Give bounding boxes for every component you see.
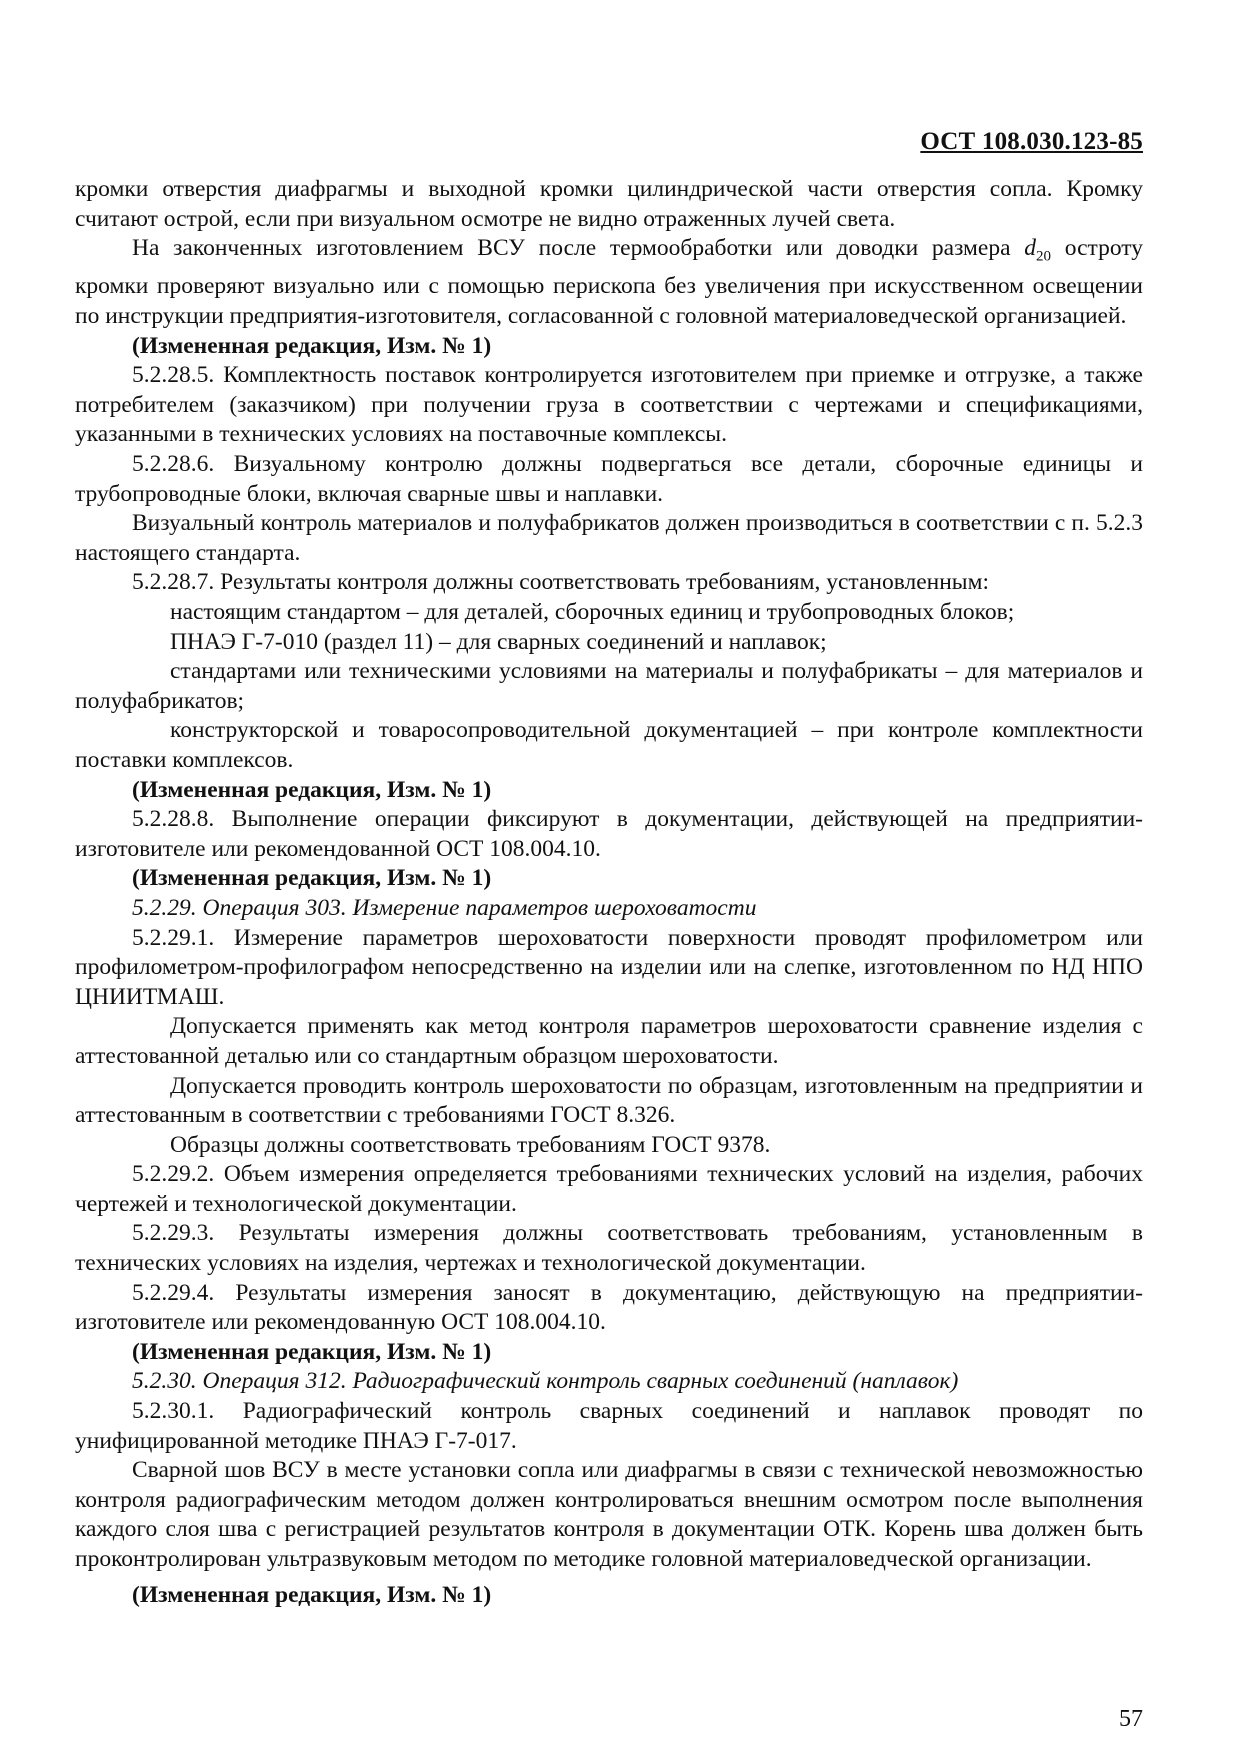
paragraph: 5.2.30.1. Радиографический контроль сварных соединений и наплавок проводят по унифицированной методике ПНАЭ Г-7-017. <box>75 1398 1143 1454</box>
revision-note: (Измененная редакция, Изм. № 1) <box>132 865 492 892</box>
paragraph: Допускается проводить контроль шероховатости по образцам, изготовленным на предприятии и аттестованным в соответствии с требованиями ГОСТ 8.326. <box>75 1072 1143 1129</box>
section-heading: 5.2.29. Операция 303. Измерение параметров шероховатости <box>132 894 757 921</box>
document-body <box>75 175 1143 1610</box>
paragraph: На законченных изготовлением ВСУ после термообработки или доводки размера $d_{20}$ остроту кромки проверяют визуально или с помощью перископа без увеличения при искусственном освещении по инструкции предприятия-изготовителя, согласованной с головной материаловедческой организацией. <box>75 235 1143 330</box>
list-item: настоящим стандартом – для деталей, сборочных единиц и трубопроводных блоков; <box>170 599 1015 625</box>
section-heading: 5.2.30. Операция 312. Радиографический контроль сварных соединений (наплавок) <box>132 1368 959 1395</box>
list-item: стандартами или техническими условиями на материалы и полуфабрикаты – для материалов и полуфабрикатов; <box>75 658 1143 714</box>
list-item: конструкторской и товаросопроводительной документацией – при контроле комплектности поставки комплексов. <box>75 717 1143 773</box>
paragraph: Образцы должны соответствовать требованиям ГОСТ 9378. <box>170 1131 771 1158</box>
revision-note: (Измененная редакция, Изм. № 1) <box>132 1581 492 1608</box>
page-number: 57 <box>1119 1706 1143 1732</box>
paragraph: кромки отверстия диафрагмы и выходной кромки цилиндрической части отверстия сопла. Кромку считают острой, если при визуальном осмотре не видно отраженных лучей света. <box>75 176 1143 232</box>
revision-note: (Измененная редакция, Изм. № 1) <box>132 776 492 803</box>
paragraph: Сварной шов ВСУ в месте установки сопла или диафрагмы в связи с технической невозможностью контроля радиографическим методом должен контролироваться внешним осмотром после выполнения каждого слоя шва с регистрацией результатов контроля в документации ОТК. Корень шва должен быть проконтролирован ультразвуковым методом по методике головной материаловедческой организации. <box>75 1457 1143 1572</box>
paragraph: 5.2.28.6. Визуальному контролю должны подвергаться все детали, сборочные единицы и трубопроводные блоки, включая сварные швы и наплавки. <box>75 451 1143 507</box>
paragraph: 5.2.29.2. Объем измерения определяется требованиями технических условий на изделия, рабочих чертежей и технологической документации. <box>75 1161 1143 1217</box>
paragraph: 5.2.29.4. Результаты измерения заносят в документацию, действующую на предприятии-изготовителе или рекомендованную ОСТ 108.004.10. <box>75 1279 1143 1336</box>
revision-note: (Измененная редакция, Изм. № 1) <box>132 332 492 359</box>
paragraph: 5.2.29.3. Результаты измерения должны соответствовать требованиям, установленным в технических условиях на изделия, чертежах и технологической документации. <box>75 1220 1143 1277</box>
list-item: ПНАЭ Г-7-010 (раздел 11) – для сварных соединений и наплавок; <box>170 628 827 655</box>
paragraph: Визуальный контроль материалов и полуфабрикатов должен производиться в соответствии с п. 5.2.3 настоящего стандарта. <box>75 510 1143 566</box>
paragraph: 5.2.28.5. Комплектность поставок контролируется изготовителем при приемке и отгрузке, а также потребителем (заказчиком) при получении груза в соответствии с чертежами и спецификациями, указанными в технических условиях на поставочные комплексы. <box>75 362 1143 448</box>
paragraph: 5.2.28.7. Результаты контроля должны соответствовать требованиям, установленным: <box>132 569 989 596</box>
paragraph: 5.2.29.1. Измерение параметров шероховатости поверхности проводят профилометром или профилометром-профилографом непосредственно на изделии или на слепке, изготовленном по НД НПО ЦНИИТМАШ. <box>75 924 1143 1010</box>
revision-note: (Измененная редакция, Изм. № 1) <box>132 1338 492 1365</box>
paragraph: Допускается применять как метод контроля параметров шероховатости сравнение изделия с аттестованной деталью или со стандартным образцом шероховатости. <box>75 1013 1143 1069</box>
paragraph: 5.2.28.8. Выполнение операции фиксируют в документации, действующей на предприятии-изготовителе или рекомендованной ОСТ 108.004.10. <box>75 806 1143 862</box>
document-code-header: ОСТ 108.030.123-85 <box>920 128 1143 155</box>
